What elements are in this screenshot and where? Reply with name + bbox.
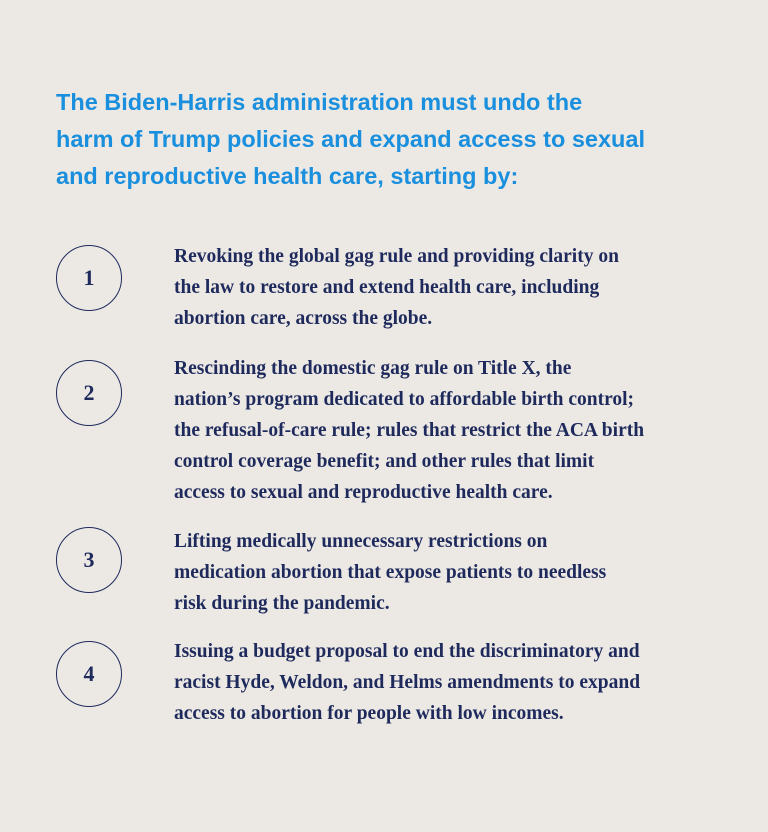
number-badge: 2 (56, 360, 122, 426)
list-item-text: Revoking the global gag rule and providing clarity on the law to restore and extend health care, including abortion care, across the globe. (174, 246, 619, 329)
list-item-text: Rescinding the domestic gag rule on Title X, the nation’s program dedicated to affordable birth control; the refusal-of-care rule; rules that restrict the ACA birth control coverage benefit; and other rules that limit access to sexual and reproductive health care. (174, 358, 645, 503)
number-badge: 1 (56, 245, 122, 311)
list-item-text: Issuing a budget proposal to end the discriminatory and racist Hyde, Weldon, and Helms amendments to expand access to abortion for people with low incomes. (174, 641, 641, 724)
list-item-text: Lifting medically unnecessary restrictions on medication abortion that expose patients to needless risk during the pandemic. (174, 531, 607, 614)
page-heading: The Biden-Harris administration must undo the harm of Trump policies and expand access to sexual and reproductive health care, starting by: (56, 89, 646, 189)
number-badge: 4 (56, 641, 122, 707)
number-badge: 3 (56, 527, 122, 593)
